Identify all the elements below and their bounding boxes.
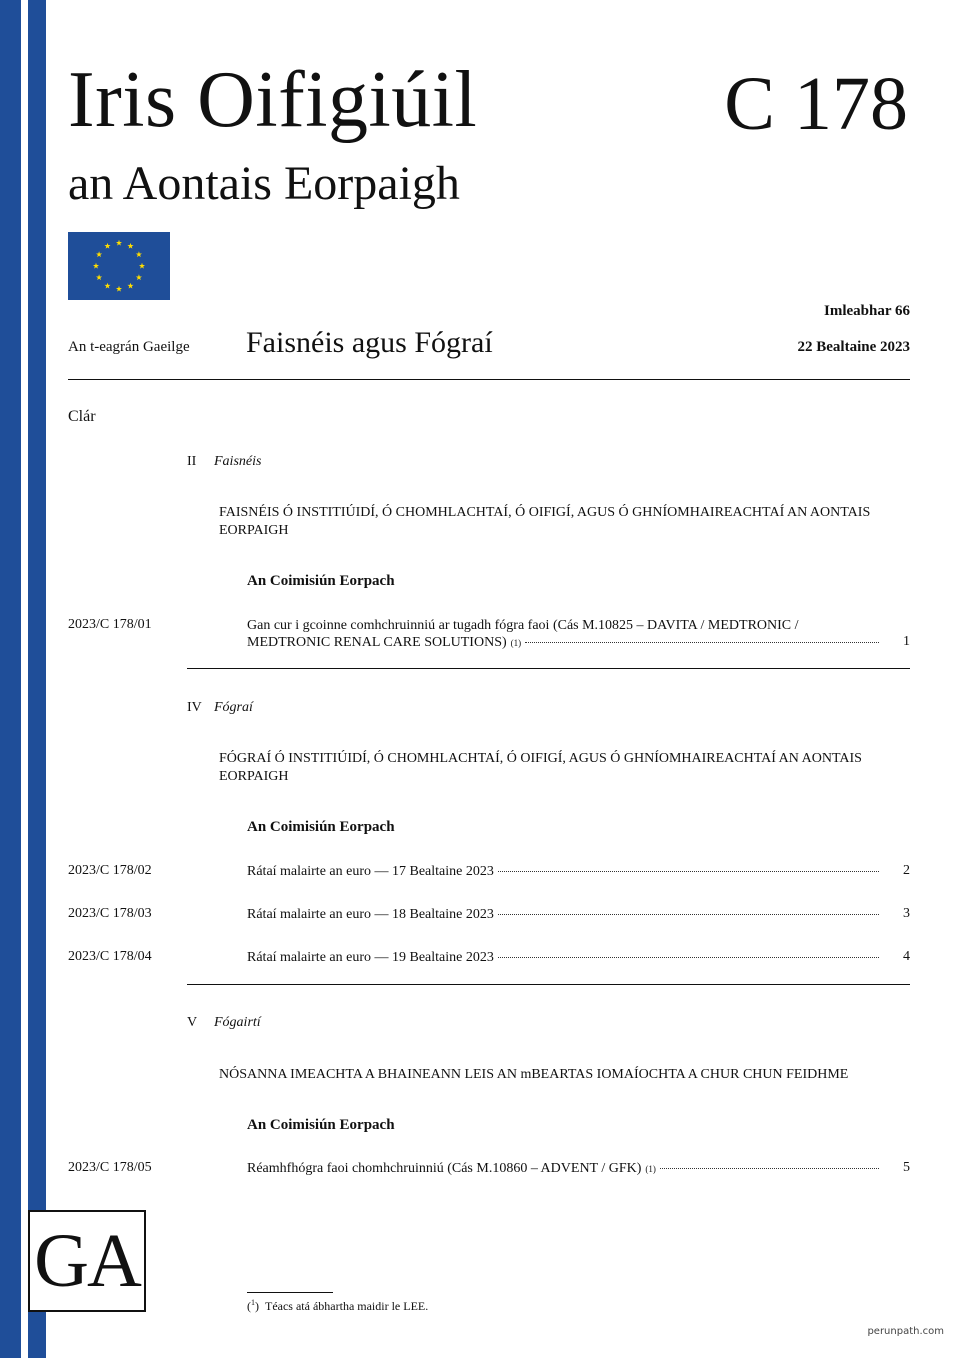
- watermark: perunpath.com: [867, 1326, 944, 1337]
- flag-star: [104, 283, 110, 289]
- edition-label: An t-eagrán Gaeilge: [68, 339, 190, 355]
- dot-leader: [498, 871, 879, 872]
- institution-heading: An Coimisiún Eorpach: [247, 819, 395, 835]
- eu-flag-icon: [68, 232, 170, 300]
- dot-leader: [525, 642, 879, 643]
- section-name: Faisnéis: [214, 454, 262, 469]
- section-caption: FAISNÉIS Ó INSTITIÚIDÍ, Ó CHOMHLACHTAÍ, Ó OIFIGÍ, AGUS Ó GHNÍOMHAIREACHTAÍ AN AONTAIS EORPAIGH: [219, 505, 871, 538]
- footnote-divider: [247, 1292, 333, 1293]
- section-heading: [187, 454, 261, 470]
- entry-reference: 2023/C 178/01: [68, 617, 152, 632]
- entry-page-number[interactable]: 2: [903, 863, 910, 878]
- flag-star: [96, 274, 102, 280]
- toc-entry[interactable]: [247, 906, 879, 923]
- flag-star: [127, 283, 133, 289]
- section-divider: [187, 668, 910, 669]
- flag-star: [93, 263, 99, 269]
- entry-reference: 2023/C 178/03: [68, 906, 152, 921]
- entry-page-number[interactable]: 4: [903, 949, 910, 964]
- flag-star: [136, 274, 142, 280]
- section-caption: NÓSANNA IMEACHTA A BHAINEANN LEIS AN mBEARTAS IOMAÍOCHTA A CHUR CHUN FEIDHME: [219, 1067, 849, 1082]
- entry-title: Rátaí malairte an euro — 17 Bealtaine 2023: [247, 864, 494, 879]
- section-number: IV: [187, 700, 202, 715]
- toc-entry[interactable]: Réamhfhógra faoi chomhchruinniú (Cás M.10860 – ADVENT / GFK) (1): [247, 1160, 879, 1177]
- flag-star: [116, 286, 122, 292]
- footnote-mark: 1: [251, 1298, 255, 1307]
- language-code: GA: [34, 1219, 140, 1303]
- flag-star: [139, 263, 145, 269]
- section-caption: FÓGRAÍ Ó INSTITIÚIDÍ, Ó CHOMHLACHTAÍ, Ó OIFIGÍ, AGUS Ó GHNÍOMHAIREACHTAÍ AN AONTAIS EORPAIGH: [219, 751, 862, 784]
- flag-star: [136, 251, 142, 257]
- issue-date: 22 Bealtaine 2023: [797, 339, 910, 355]
- entry-reference: 2023/C 178/04: [68, 949, 152, 964]
- flag-star: [96, 251, 102, 257]
- entry-title: Rátaí malairte an euro — 19 Bealtaine 2023: [247, 950, 494, 965]
- entry-title: Rátaí malairte an euro — 18 Bealtaine 2023: [247, 907, 494, 922]
- left-border-bar-inner: [28, 0, 46, 1358]
- flag-star: [127, 243, 133, 249]
- volume-label: Imleabhar 66: [824, 303, 910, 319]
- section-heading: [187, 700, 253, 716]
- entry-title: Réamhfhógra faoi chomhchruinniú (Cás M.10860 – ADVENT / GFK): [247, 1161, 642, 1176]
- entry-page-number[interactable]: 1: [903, 634, 910, 649]
- issue-number: C 178: [724, 62, 908, 146]
- entry-page-number[interactable]: 3: [903, 906, 910, 921]
- section-divider: [187, 984, 910, 985]
- institution-heading: An Coimisiún Eorpach: [247, 573, 395, 589]
- left-border-bar-outer: [0, 0, 21, 1358]
- institution-heading: An Coimisiún Eorpach: [247, 1117, 395, 1133]
- footnote-text: Téacs atá ábhartha maidir le LEE.: [265, 1299, 429, 1313]
- language-code-box: [28, 1210, 146, 1312]
- toc-entry[interactable]: [247, 863, 879, 880]
- section-name: Fógairtí: [214, 1015, 261, 1030]
- entry-reference: 2023/C 178/05: [68, 1160, 152, 1175]
- entry-title-line2: MEDTRONIC RENAL CARE SOLUTIONS) (1): [247, 634, 879, 651]
- header-divider: [68, 379, 910, 380]
- flag-star: [116, 240, 122, 246]
- left-border-gap: [21, 0, 28, 1358]
- journal-subtitle: an Aontais Eorpaigh: [68, 157, 460, 210]
- entry-title-line1: Gan cur i gcoinne comhchruinniú ar tugadh fógra faoi (Cás M.10825 – DAVITA / MEDTRONIC /: [247, 618, 799, 633]
- entry-title-text: MEDTRONIC RENAL CARE SOLUTIONS): [247, 635, 507, 650]
- flag-star: [104, 243, 110, 249]
- dot-leader: [498, 957, 879, 958]
- toc-entry[interactable]: [247, 949, 879, 966]
- section-number: V: [187, 1015, 198, 1030]
- journal-title: Iris Oifigiúil: [68, 56, 478, 144]
- section-number: II: [187, 454, 197, 469]
- section-heading: [187, 1015, 261, 1031]
- entry-page-number[interactable]: 5: [903, 1160, 910, 1175]
- entry-reference: 2023/C 178/02: [68, 863, 152, 878]
- dot-leader: [660, 1168, 879, 1169]
- footnote: ($^1$) Téacs atá ábhartha maidir le LEE.: [247, 1298, 429, 1313]
- dot-leader: [498, 914, 879, 915]
- series-title: Faisnéis agus Fógraí: [246, 326, 493, 359]
- contents-label: Clár: [68, 408, 96, 425]
- section-name: Fógraí: [214, 700, 253, 715]
- toc-entry[interactable]: [247, 617, 879, 651]
